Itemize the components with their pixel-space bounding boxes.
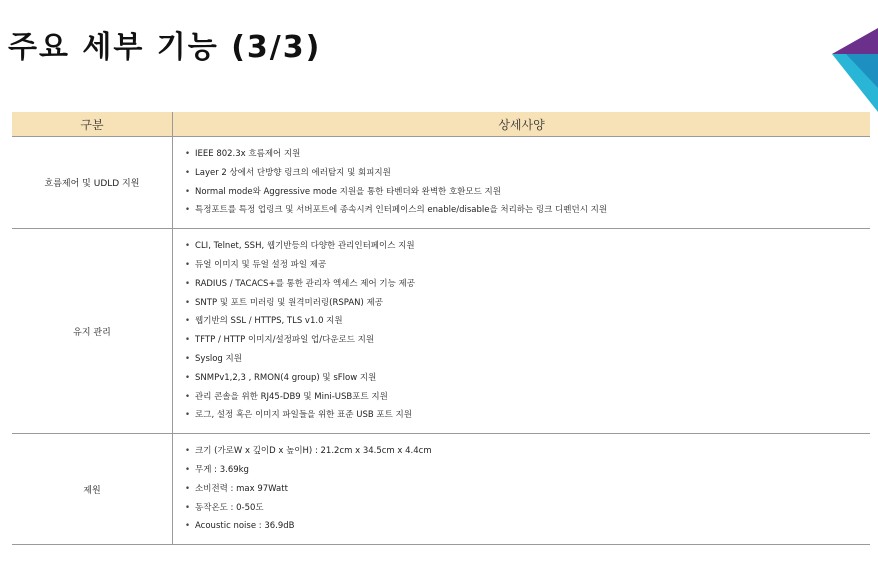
header-category: 구분 xyxy=(12,112,173,137)
table-header-row xyxy=(12,112,870,137)
detail-list xyxy=(185,145,870,220)
row-detail xyxy=(173,137,871,229)
row-category: 흐름제어 및 UDLD 지원 xyxy=(12,137,173,229)
detail-list xyxy=(185,442,870,536)
list-item: • 특정포트를 특정 업링크 및 서버포트에 종속시켜 인터페이스의 enable/disable을 처리하는 링크 디펜던시 지원 xyxy=(185,201,870,220)
list-item: • Normal mode와 Aggressive mode 지원을 통한 타벤더와 완벽한 호환모드 지원 xyxy=(185,183,870,202)
row-detail xyxy=(173,434,871,545)
page-title: 주요 세부 기능 (3/3) xyxy=(8,30,322,65)
header-detail: 상세사양 xyxy=(173,112,871,137)
list-item: • 소비전력 : max 97Watt xyxy=(185,480,870,499)
list-item: • IEEE 802.3x 흐름제어 지원 xyxy=(185,145,870,164)
list-item: • TFTP / HTTP 이미지/설정파일 업/다운로드 지원 xyxy=(185,331,870,350)
list-item: • SNMPv1,2,3 , RMON(4 group) 및 sFlow 지원 xyxy=(185,369,870,388)
list-item: • 무게 : 3.69kg xyxy=(185,461,870,480)
spec-table xyxy=(12,112,870,545)
table-row xyxy=(12,229,870,434)
table-row xyxy=(12,137,870,229)
detail-list xyxy=(185,237,870,425)
list-item: • 로그, 설정 혹은 이미지 파일들을 위한 표준 USB 포트 지원 xyxy=(185,406,870,425)
row-detail xyxy=(173,229,871,434)
list-item: • Acoustic noise : 36.9dB xyxy=(185,517,870,536)
list-item: • SNTP 및 포트 미러링 및 원격미러링(RSPAN) 제공 xyxy=(185,294,870,313)
row-category: 유지 관리 xyxy=(12,229,173,434)
list-item: • CLI, Telnet, SSH, 웹기반등의 다양한 관리인터페이스 지원 xyxy=(185,237,870,256)
list-item: • 크기 (가로W x 깊이D x 높이H) : 21.2cm x 34.5cm x 4.4cm xyxy=(185,442,870,461)
list-item: • 듀얼 이미지 및 듀얼 설정 파일 제공 xyxy=(185,256,870,275)
list-item: • 웹기반의 SSL / HTTPS, TLS v1.0 지원 xyxy=(185,312,870,331)
list-item: • 동작온도 : 0-50도 xyxy=(185,499,870,518)
table-row xyxy=(12,434,870,545)
list-item: • 관리 콘솔을 위한 RJ45-DB9 및 Mini-USB포트 지원 xyxy=(185,388,870,407)
list-item: • Syslog 지원 xyxy=(185,350,870,369)
list-item: • RADIUS / TACACS+를 통한 관리자 엑세스 제어 기능 제공 xyxy=(185,275,870,294)
row-category: 제원 xyxy=(12,434,173,545)
decorative-triangle-icon xyxy=(832,28,878,112)
list-item: • Layer 2 상에서 단방향 링크의 에러탐지 및 회피지원 xyxy=(185,164,870,183)
